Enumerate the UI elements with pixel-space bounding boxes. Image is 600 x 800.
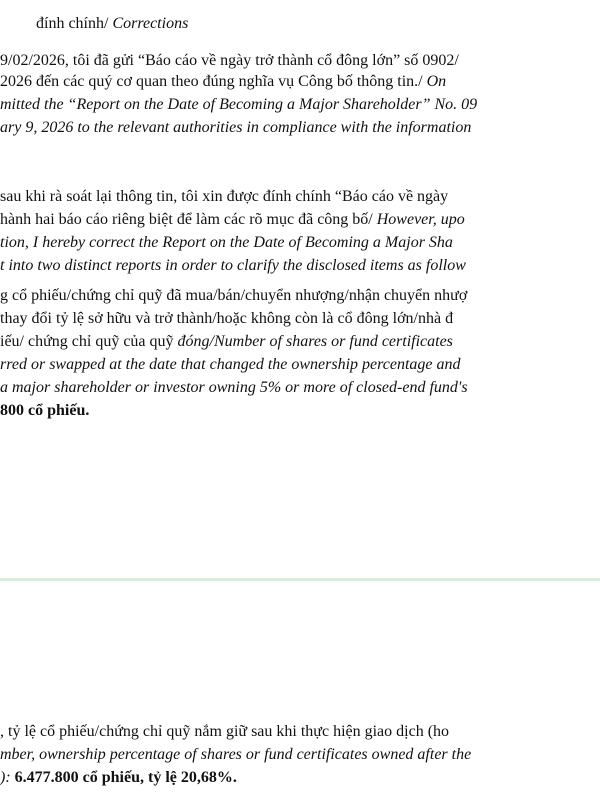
para4-line1: , tỷ lệ cổ phiếu/chứng chỉ quỹ nắm giữ sau khi thực hiện giao dịch (ho	[0, 723, 450, 740]
section-title	[36, 14, 600, 34]
para2-line1: sau khi rà soát lại thông tin, tôi xin được đính chính “Báo cáo về ngày	[0, 188, 449, 205]
para1-line4: ary 9, 2026 to the relevant authorities in compliance with the information	[0, 119, 472, 136]
section-title-vi: đính chính/	[36, 15, 113, 32]
para2-line3: tion, I hereby correct the Report on the Date of Becoming a Major Sha	[0, 234, 453, 251]
para3-line5: a major shareholder or investor owning 5% or more of closed-end fund's	[0, 379, 468, 396]
page-break-divider	[0, 578, 600, 581]
para3-line3-en: /Number of shares or fund certificates	[209, 333, 453, 350]
para1-line3: mitted the “Report on the Date of Becoming a Major Shareholder” No. 09	[0, 96, 478, 113]
para1-line2	[0, 72, 600, 92]
para3-line3-vi: iếu/ chứng chỉ quỹ của quỹ	[0, 333, 178, 350]
para4-line3	[0, 768, 600, 788]
para2-line2-en: However, upo	[376, 211, 465, 228]
para3-line1: g cổ phiếu/chứng chỉ quỹ đã mua/bán/chuyển nhượng/nhận chuyển nhượ	[0, 287, 468, 304]
para2-line2-vi: hành hai báo cáo riêng biệt để làm các rõ mục đã công bố/	[0, 211, 377, 228]
para2-line2	[0, 210, 600, 230]
para3-line2: thay đổi tỷ lệ sở hữu và trở thành/hoặc không còn là cổ đông lớn/nhà đ	[0, 310, 454, 327]
para4-line3-en: ):	[0, 769, 15, 786]
para4-line3-value: 6.477.800 cổ phiếu, tỷ lệ 20,68%.	[14, 769, 237, 786]
para1-line2-vi: 2026 đến các quý cơ quan theo đúng nghĩa vụ Công bố thông tin./	[0, 73, 427, 90]
para3-line4: rred or swapped at the date that changed the ownership percentage and	[0, 356, 461, 373]
para3-line3-mix: đóng	[177, 333, 210, 350]
para2-line4: t into two distinct reports in order to clarify the disclosed items as follow	[0, 257, 466, 274]
section-title-en: Corrections	[112, 15, 189, 32]
para1-line1: 9/02/2026, tôi đã gửi “Báo cáo về ngày trở thành cổ đông lớn” số 0902/	[0, 52, 459, 69]
para3-line3	[0, 332, 600, 352]
para4-line2: mber, ownership percentage of shares or fund certificates owned after the	[0, 746, 472, 763]
para3-line6: 800 cổ phiếu.	[0, 402, 90, 419]
para1-line2-en: On	[426, 73, 447, 90]
